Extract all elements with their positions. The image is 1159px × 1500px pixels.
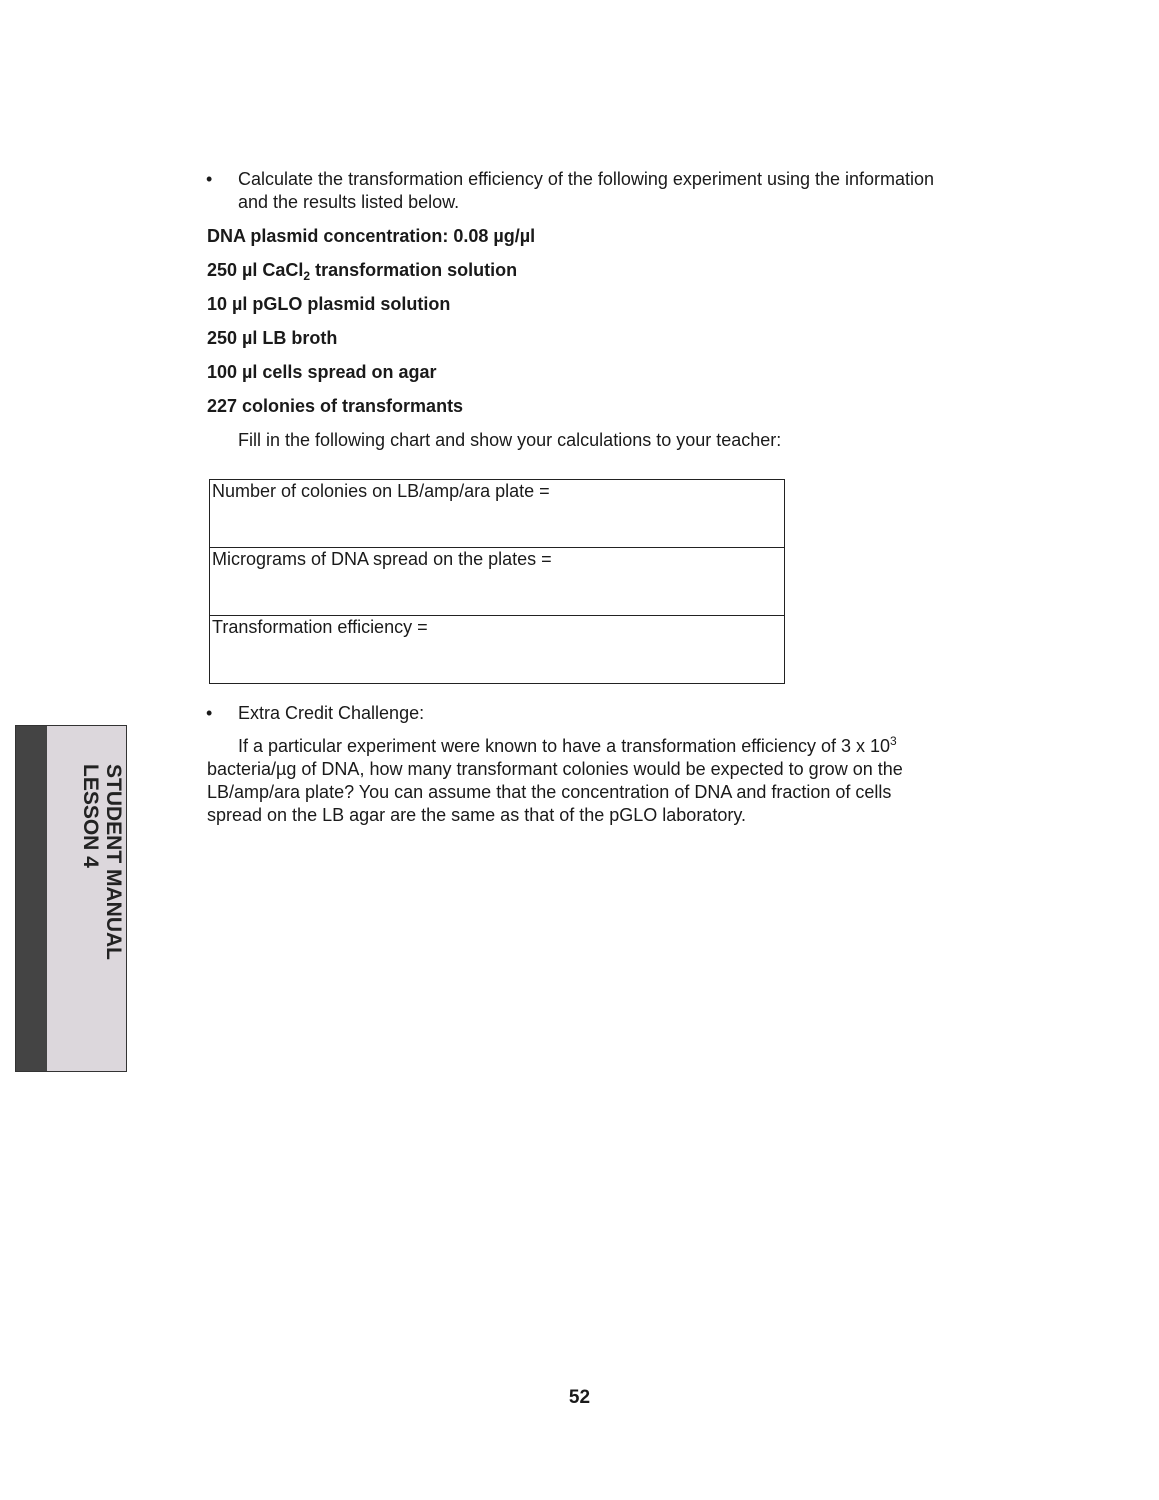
cacl2-prefix: 250 µl CaCl <box>207 260 304 280</box>
challenge-line-1-text: If a particular experiment were known to have a transformation efficiency of 3 x 10 <box>238 736 890 756</box>
challenge-line-4: spread on the LB agar are the same as that of the pGLO laboratory. <box>207 805 746 825</box>
challenge-paragraph <box>207 735 947 827</box>
calculation-chart <box>209 479 785 684</box>
cacl2-subscript: 2 <box>303 269 311 283</box>
section-side-tab <box>15 725 127 1072</box>
chart-row-label: Number of colonies on LB/amp/ara plate = <box>212 481 550 501</box>
chart-row-label: Micrograms of DNA spread on the plates = <box>212 549 552 569</box>
challenge-line-3: LB/amp/ara plate? You can assume that the concentration of DNA and fraction of cells <box>207 782 892 802</box>
chart-intro: Fill in the following chart and show your calculations to your teacher: <box>238 430 782 450</box>
chart-row-colonies[interactable] <box>210 480 784 548</box>
bullet-symbol: • <box>206 169 213 189</box>
side-tab-line-1: STUDENT MANUAL <box>102 764 125 960</box>
colonies-line: 227 colonies of transformants <box>207 396 464 416</box>
exponent: 3 <box>890 734 897 748</box>
chart-row-label: Transformation efficiency = <box>212 617 428 637</box>
challenge-line-1 <box>207 735 947 758</box>
side-tab-label <box>79 764 125 960</box>
chart-row-micrograms[interactable] <box>210 548 784 616</box>
extra-credit-heading: Extra Credit Challenge: <box>238 703 425 723</box>
side-tab-line-2: LESSON 4 <box>79 764 102 868</box>
instruction-line-1: Calculate the transformation efficiency of the following experiment using the information <box>238 169 935 189</box>
pglo-line: 10 µl pGLO plasmid solution <box>207 294 451 314</box>
cacl2-suffix: transformation solution <box>310 260 518 280</box>
challenge-line-2: bacteria/µg of DNA, how many transformant colonies would be expected to grow on the <box>207 759 903 779</box>
side-tab-stripe <box>16 726 47 1071</box>
instruction-line-2: and the results listed below. <box>238 192 460 212</box>
lb-broth-line: 250 µl LB broth <box>207 328 338 348</box>
page-number: 52 <box>568 1387 591 1408</box>
chart-row-efficiency[interactable] <box>210 616 784 684</box>
cacl2-line <box>207 259 517 282</box>
instruction-text <box>238 168 968 214</box>
cells-spread-line: 100 µl cells spread on agar <box>207 362 437 382</box>
bullet-symbol: • <box>206 703 213 723</box>
dna-concentration-line: DNA plasmid concentration: 0.08 µg/µl <box>207 226 536 246</box>
